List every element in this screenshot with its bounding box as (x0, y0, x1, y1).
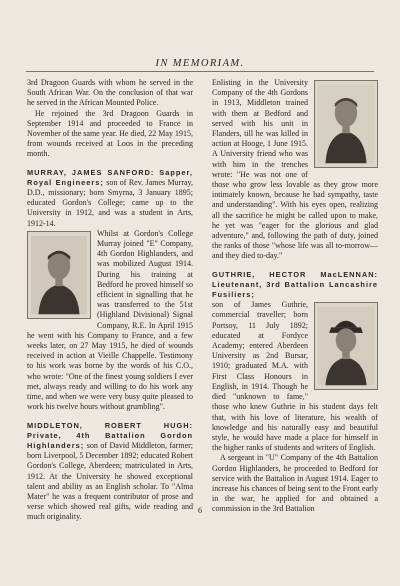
murray-entry (27, 168, 193, 229)
guthrie-body: son of James Guthrie, commercial traveller; born Portsoy, 11 July 1892; educated at Fordyce Academy; entered Aberdeen University as 2nd Bursar, 1910; graduated M.A. with First Class Honours in English, in 1914. Though he died "unknown to fame," those who knew Guthrie in his student days felt that, with his love of literature, his wealth of knowledge and his naturally easy and beautiful style, he would have made a place for himself in the higher ranks of students and writers of English. (212, 300, 378, 453)
murray-body-2: Whilst at Gordon's College Murray joined "E" Company, 4th Gordon Highlanders, and was mobilized August 1914. During his training at Bedford he proved himself so efficient in signalling that he was transferred to the 51st (Highland Divisional) Signal Company, R.E. In April 1915 he went with his Company to France, and a few weeks later, on 27 May 1915, he died of wounds received in action at Vieille Chappelle. Testimony to his work was borne by the words of his C.O., who wrote: "One of the finest young soldiers I ever met, always ready and willing to do his work any time, and when we were very busy quite pleased to work his twelve hours without grumbling". (27, 228, 193, 412)
guthrie-portrait (314, 302, 378, 390)
page-number: 6 (198, 506, 202, 515)
running-header: IN MEMORIAM. (155, 58, 245, 69)
guthrie-body-2: A sergeant in "U" Company of the 4th Battalion Gordon Highlanders, he proceeded to Bedford for service with the Battalion in August 1914. Eager to increase his chances of being sent to the Front early in the war, he applied for and obtained a commission in the 3rd Battalion (212, 453, 378, 514)
middleton-portrait (314, 80, 378, 168)
murray-portrait (27, 231, 91, 319)
portrait-photo-icon (318, 84, 374, 164)
header-rule (26, 71, 374, 72)
middleton-heading: MIDDLETON, ROBERT HUGH: Private, 4th Battalion Gordon Highlanders; (27, 420, 193, 450)
murray-body: son of Rev. James Murray, D.D., missionary; born Smyrna, 3 January 1895; educated Gordon's College; came up to the University in 1912, and was a student in Arts, 1912-14. (27, 177, 194, 228)
middleton-body: son of David Middleton, farmer; born Liverpool, 5 December 1892; educated Robert Gordon's College, Aberdeen; matriculated in Arts, 1912. At the University he showed exceptional talent and ability as an English scholar. To "Alma Mater" he was a frequent contributor of prose and verse which showed real gifts, wide reading and much originality. (27, 440, 194, 522)
guthrie-heading: GUTHRIE, HECTOR MacLENNAN: Lieutenant, 3rd Battalion Lancashire Fusiliers; (212, 269, 378, 300)
left-column (27, 78, 193, 523)
portrait-photo-icon (318, 306, 374, 386)
intro-paragraph-1: 3rd Dragoon Guards with whom he served in the South African War. On the conclusion of that war he served in the African Mounted Police. (27, 78, 193, 108)
middleton-continuation: Enlisting in the University Company of the 4th Gordons in 1913, Middleton trained with them at Bedford and served with his unit in Flanders, till he was killed in action at Hooge, 1 June 1915. A University friend who was with him in the trenches wrote: "He was not one of those who grow less lovable as they grow more intimately known, because he had sympathy, taste and understanding". With his eyes open, realizing all the sacrifice he might be called upon to make, he yet was "eager for the glorious and glad adventure," and, following the path of duty, joined the ranks of those "whose life was all to-morrow—and they died to-day." (212, 78, 378, 261)
murray-heading: MURRAY, JAMES SANFORD: Sapper, Royal Engineers; (27, 167, 193, 187)
right-column (212, 78, 378, 515)
guthrie-entry (212, 270, 378, 301)
intro-paragraph-2: He rejoined the 3rd Dragoon Guards in September 1914 and proceeded to France in November of the same year. He died, 22 May 1915, from wounds received at Loos in the preceding month. (27, 108, 193, 159)
portrait-photo-icon (31, 235, 87, 315)
